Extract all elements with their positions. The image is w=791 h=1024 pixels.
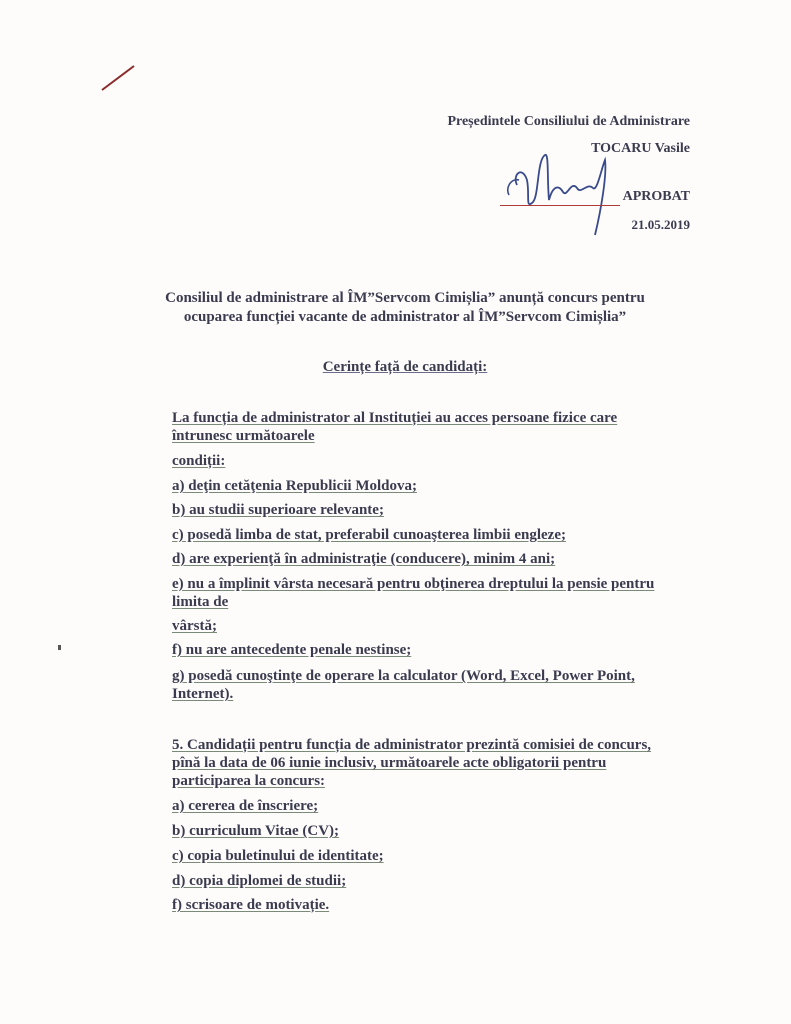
intro-line-2: întrunesc următoarele bbox=[172, 428, 315, 444]
requirements-title: Cerințe față de candidați: bbox=[322, 359, 488, 375]
signature-line bbox=[500, 205, 620, 206]
condition-b: b) au studii superioare relevante; bbox=[172, 502, 384, 518]
condition-e-cont: limita de bbox=[172, 594, 229, 610]
condition-c: c) posedă limba de stat, preferabil cunoaşterea limbii engleze; bbox=[172, 527, 566, 543]
intro-line-1: La funcția de administrator al Instituției au acces persoane fizice care bbox=[172, 410, 618, 426]
president-name: TOCARU Vasile bbox=[591, 141, 690, 156]
condition-a: a) deţin cetăţenia Republicii Moldova; bbox=[172, 478, 417, 494]
document-d: d) copia diplomei de studii; bbox=[172, 873, 347, 889]
intro-line-3: condiții: bbox=[172, 453, 226, 469]
document-c: c) copia buletinului de identitate; bbox=[172, 848, 384, 864]
condition-e: e) nu a împlinit vârsta necesară pentru obţinerea dreptului la pensie pentru bbox=[172, 576, 655, 592]
margin-dot bbox=[58, 645, 61, 650]
condition-e-cont-2: vârstă; bbox=[172, 618, 217, 634]
condition-g: g) posedă cunoştinţe de operare la calculator (Word, Excel, Power Point, bbox=[172, 668, 635, 684]
condition-g-cont: Internet). bbox=[172, 686, 234, 702]
approval-date: 21.05.2019 bbox=[631, 217, 690, 232]
announcement-line-1: Consiliul de administrare al ÎM”Servcom Cimișlia” anunță concurs pentru bbox=[165, 290, 645, 306]
signature bbox=[497, 140, 627, 240]
document-f: f) scrisoare de motivație. bbox=[172, 897, 330, 913]
president-title: Președintele Consiliului de Administrare bbox=[447, 114, 690, 129]
section5-line-3: participarea la concurs: bbox=[172, 773, 326, 789]
pen-mark bbox=[98, 62, 138, 94]
approved-label: APROBAT bbox=[622, 189, 690, 204]
section5-line-1: 5. Candidații pentru funcția de administrator prezintă comisiei de concurs, bbox=[172, 737, 652, 753]
condition-f: f) nu are antecedente penale nestinse; bbox=[172, 642, 412, 658]
section5-line-2: pînă la data de 06 iunie inclusiv, următoarele acte obligatorii pentru bbox=[172, 755, 607, 771]
condition-d: d) are experienţă în administraţie (conducere), minim 4 ani; bbox=[172, 551, 556, 567]
announcement-line-2: ocuparea funcției vacante de administrator al ÎM”Servcom Cimișlia” bbox=[183, 309, 627, 325]
document-b: b) curriculum Vitae (CV); bbox=[172, 823, 340, 839]
document-a: a) cererea de înscriere; bbox=[172, 798, 319, 814]
